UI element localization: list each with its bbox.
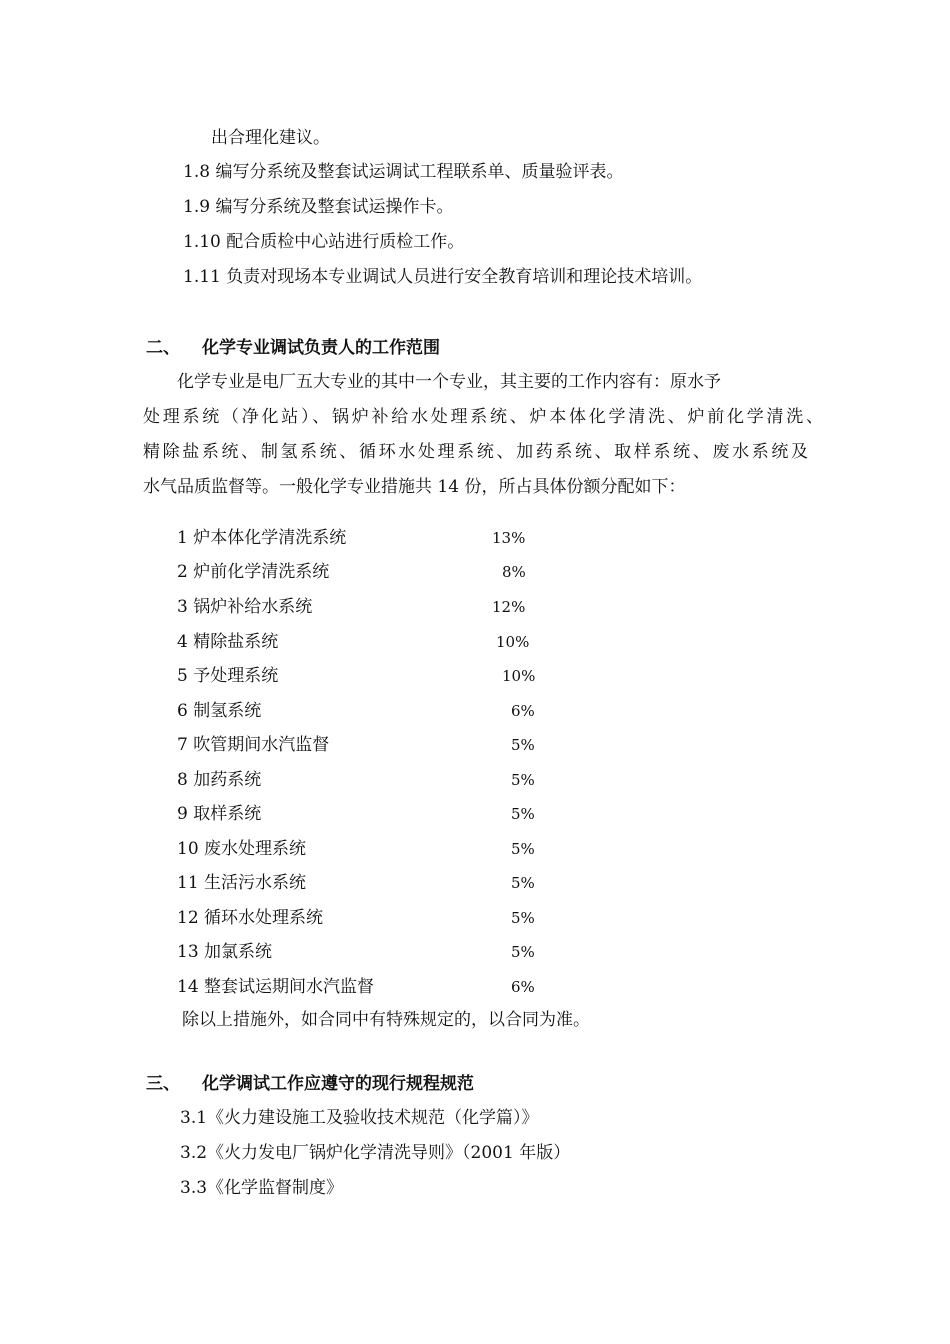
paragraph-line: 处理系统（净化站）、锅炉补给水处理系统、炉本体化学清洗、炉前化学清洗、: [143, 407, 823, 427]
duty-item: 1.11 负责对现场本专业调试人员进行安全教育培训和理论技术培训。: [183, 267, 703, 287]
list-item: [177, 596, 537, 618]
section-number: 二、: [146, 338, 180, 358]
item-label: 7 吹管期间水汽监督: [177, 735, 330, 755]
list-item: [177, 527, 537, 549]
list-item: [177, 631, 537, 653]
item-label: 10 废水处理系统: [177, 839, 307, 859]
section-title: 化学专业调试负责人的工作范围: [202, 338, 440, 358]
item-label: 9 取样系统: [177, 804, 262, 824]
item-percent: 6%: [511, 978, 535, 996]
item-percent: 5%: [511, 771, 535, 789]
duty-item: 1.8 编写分系统及整套试运调试工程联系单、质量验评表。: [183, 162, 624, 182]
item-percent: 5%: [511, 736, 535, 754]
list-item: [177, 838, 537, 860]
paragraph-line: 精除盐系统、制氢系统、循环水处理系统、加药系统、取样系统、废水系统及: [143, 442, 808, 462]
item-label: 5 予处理系统: [177, 666, 279, 686]
section-number: 三、: [146, 1074, 180, 1094]
list-item: [177, 907, 537, 929]
item-label: 13 加氯系统: [177, 942, 273, 962]
item-percent: 10%: [496, 633, 530, 651]
item-percent: 5%: [511, 943, 535, 961]
duty-item: 1.9 编写分系统及整套试运操作卡。: [183, 197, 454, 217]
item-percent: 5%: [511, 909, 535, 927]
duty-item: 1.10 配合质检中心站进行质检工作。: [183, 232, 465, 252]
item-label: 3 锅炉补给水系统: [177, 597, 313, 617]
item-percent: 10%: [502, 667, 536, 685]
item-label: 6 制氢系统: [177, 701, 262, 721]
item-label: 2 炉前化学清洗系统: [177, 562, 330, 582]
item-label: 11 生活污水系统: [177, 873, 307, 893]
continuation-line: 出合理化建议。: [211, 128, 330, 148]
list-item: [177, 665, 537, 687]
regulation-item: 3.2《火力发电厂锅炉化学清洗导则》（2001 年版）: [180, 1143, 571, 1163]
paragraph-line: 水气品质监督等。一般化学专业措施共 14 份，所占具体份额分配如下：: [143, 477, 686, 497]
item-label: 1 炉本体化学清洗系统: [177, 528, 347, 548]
item-percent: 13%: [492, 529, 526, 547]
list-item: [177, 769, 537, 791]
item-label: 14 整套试运期间水汽监督: [177, 977, 375, 997]
closing-line: 除以上措施外，如合同中有特殊规定的，以合同为准。: [182, 1010, 590, 1030]
list-item: [177, 941, 537, 963]
section-heading-2: [146, 337, 440, 359]
item-percent: 5%: [511, 874, 535, 892]
regulation-item: 3.3《化学监督制度》: [180, 1178, 344, 1198]
list-item: [177, 734, 537, 756]
list-item: [177, 976, 537, 998]
item-percent: 8%: [502, 563, 526, 581]
regulation-item: 3.1《火力建设施工及验收技术规范（化学篇）》: [180, 1108, 539, 1128]
section-title: 化学调试工作应遵守的现行规程规范: [202, 1074, 474, 1094]
item-label: 4 精除盐系统: [177, 632, 279, 652]
item-percent: 5%: [511, 805, 535, 823]
item-percent: 6%: [511, 702, 535, 720]
list-item: [177, 872, 537, 894]
item-percent: 12%: [492, 598, 526, 616]
item-label: 8 加药系统: [177, 770, 262, 790]
list-item: [177, 803, 537, 825]
paragraph-line: 化学专业是电厂五大专业的其中一个专业，其主要的工作内容有：原水予: [177, 372, 721, 392]
list-item: [177, 561, 537, 583]
item-label: 12 循环水处理系统: [177, 908, 324, 928]
item-percent: 5%: [511, 840, 535, 858]
section-heading-3: [146, 1073, 474, 1095]
list-item: [177, 700, 537, 722]
